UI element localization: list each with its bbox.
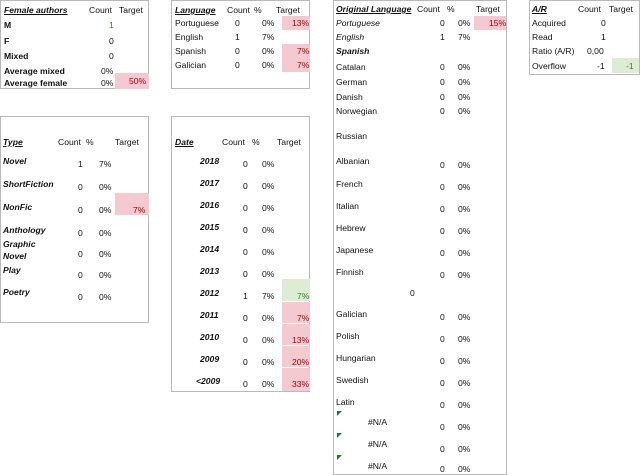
row-count: 0 — [440, 18, 445, 28]
row-target: 7% — [297, 313, 310, 323]
row-label: Hungarian — [336, 353, 376, 363]
row-target: 50% — [129, 76, 147, 86]
error-flag-icon — [337, 433, 342, 438]
row-count: 0 — [440, 204, 445, 214]
row-pct: 0% — [99, 292, 112, 302]
row-count: 0 — [243, 379, 248, 389]
row-target: 15% — [489, 18, 507, 28]
row-count: 0 — [243, 313, 248, 323]
panel-title: Date — [175, 137, 194, 147]
row-count: 0 — [601, 18, 606, 28]
row-target: 7% — [297, 291, 310, 301]
header-target: Target — [476, 4, 500, 14]
row-pct: 0% — [458, 400, 471, 410]
row-count: 0 — [440, 182, 445, 192]
row-label: English — [175, 32, 204, 42]
row-label: Graphic Novel — [3, 239, 36, 261]
header-count: Count — [89, 5, 112, 15]
row-pct: 0% — [262, 225, 275, 235]
row-label: Portuguese — [336, 18, 380, 28]
row-pct: 0% — [458, 92, 471, 102]
row-label: German — [336, 77, 368, 87]
row-pct: 0% — [458, 160, 471, 170]
row-pct: 7% — [262, 32, 275, 42]
row-count: 1 — [243, 291, 248, 301]
header-target: Target — [119, 5, 143, 15]
row-pct: 0% — [262, 379, 275, 389]
header-target: Target — [276, 5, 300, 15]
row-pct: 0% — [262, 247, 275, 257]
row-label: Play — [3, 265, 21, 275]
row-count: 0 — [440, 92, 445, 102]
row-label: Ratio (A/R) — [532, 46, 575, 56]
row-label: Galician — [336, 309, 368, 319]
row-pct: 0% — [262, 181, 275, 191]
header-count: Count — [578, 4, 601, 14]
row-pct: 0% — [458, 106, 471, 116]
row-pct: 0% — [99, 182, 112, 192]
row-target: 7% — [133, 205, 146, 215]
row-label: Novel — [3, 156, 27, 166]
row-count: 0 — [440, 464, 445, 474]
row-label: Hebrew — [336, 223, 366, 233]
row-pct: 0% — [458, 182, 471, 192]
row-count: 1 — [109, 20, 114, 30]
panel-title: A/R — [532, 4, 547, 14]
row-count: 0 — [78, 249, 83, 259]
row-pct: 0% — [458, 444, 471, 454]
row-target: 13% — [292, 335, 310, 345]
row-pct: 0% — [458, 334, 471, 344]
row-target: 7% — [297, 60, 310, 70]
row-count: -1 — [597, 61, 605, 71]
header-count: Count — [417, 4, 440, 14]
row-target: 7% — [297, 46, 310, 56]
row-label: ShortFiction — [3, 179, 54, 189]
header-pct: % — [447, 4, 455, 14]
row-count: 0 — [440, 378, 445, 388]
row-label: F — [4, 36, 10, 46]
row-label: NonFic — [3, 202, 33, 212]
row-pct: 0% — [262, 357, 275, 367]
row-target: -1 — [626, 61, 634, 71]
row-pct: 0% — [458, 62, 471, 72]
row-label: Norwegian — [336, 106, 378, 116]
row-pct: 0% — [99, 249, 112, 259]
row-count: 0,00 — [587, 46, 604, 56]
row-label: Mixed — [4, 51, 29, 61]
panel-title: Female authors — [4, 5, 68, 15]
row-pct: 0% — [101, 66, 114, 76]
row-pct: 0% — [262, 269, 275, 279]
row-label: #N/A — [368, 439, 388, 449]
panel-title: Original Language — [336, 4, 412, 14]
row-label: 2018 — [200, 156, 220, 166]
row-count: 0 — [109, 36, 114, 46]
row-target: 13% — [292, 18, 310, 28]
row-count: 0 — [243, 181, 248, 191]
header-count: Count — [222, 137, 245, 147]
row-label: #N/A — [368, 417, 388, 427]
row-pct: 7% — [262, 291, 275, 301]
row-label: Spanish — [175, 46, 207, 56]
row-label: Overflow — [532, 61, 566, 71]
panel-title: Type — [3, 137, 23, 147]
error-flag-icon — [337, 411, 342, 416]
row-label: Average female — [4, 78, 68, 88]
header-count: Count — [227, 5, 250, 15]
row-count: 1 — [78, 159, 83, 169]
row-count: 0 — [78, 270, 83, 280]
row-count: 0 — [243, 225, 248, 235]
row-label: <2009 — [196, 376, 221, 386]
row-pct: 0% — [99, 228, 112, 238]
row-label: #N/A — [368, 461, 388, 471]
error-flag-icon — [337, 455, 342, 460]
row-count: 0 — [440, 248, 445, 258]
row-count: 0 — [243, 247, 248, 257]
row-pct: 0% — [262, 203, 275, 213]
row-count: 0 — [440, 62, 445, 72]
header-target: Target — [277, 137, 301, 147]
row-count: 0 — [243, 357, 248, 367]
row-count: 0 — [440, 400, 445, 410]
row-label: French — [336, 179, 363, 189]
row-count: 0 — [440, 106, 445, 116]
row-label: Acquired — [532, 18, 566, 28]
row-target: 20% — [292, 357, 310, 367]
row-pct: 0% — [458, 422, 471, 432]
row-pct: 0% — [101, 78, 114, 88]
row-label: Read — [532, 32, 553, 42]
row-label: 2011 — [200, 310, 219, 320]
row-count: 0 — [243, 335, 248, 345]
row-pct: 0% — [262, 18, 275, 28]
header-target: Target — [609, 4, 633, 14]
row-pct: 0% — [99, 205, 112, 215]
row-count: 0 — [243, 159, 248, 169]
row-pct: 0% — [262, 60, 275, 70]
row-pct: 0% — [262, 313, 275, 323]
row-label: Spanish — [336, 46, 370, 56]
row-count: 0 — [78, 182, 83, 192]
row-pct: 0% — [458, 18, 471, 28]
row-count: 0 — [78, 292, 83, 302]
row-label: 2017 — [200, 178, 220, 188]
row-pct: 7% — [99, 159, 112, 169]
row-count: 0 — [410, 288, 415, 298]
row-label: 2014 — [200, 244, 220, 254]
panel-title: Language — [175, 5, 216, 15]
row-pct: 0% — [458, 312, 471, 322]
row-count: 0 — [235, 60, 240, 70]
row-pct: 0% — [458, 248, 471, 258]
row-count: 0 — [78, 228, 83, 238]
row-label: Latin — [336, 397, 355, 407]
row-count: 0 — [243, 269, 248, 279]
row-label: 2009 — [200, 354, 220, 364]
row-count: 1 — [235, 32, 240, 42]
row-count: 0 — [78, 205, 83, 215]
row-label: English — [336, 32, 365, 42]
row-count: 0 — [440, 422, 445, 432]
row-label: Japanese — [336, 245, 374, 255]
row-label: 2012 — [200, 288, 220, 298]
header-count: Count — [58, 137, 81, 147]
row-label: Catalan — [336, 62, 366, 72]
row-count: 0 — [243, 203, 248, 213]
row-pct: 0% — [262, 46, 275, 56]
row-count: 0 — [440, 160, 445, 170]
row-pct: 0% — [458, 226, 471, 236]
row-label: 2016 — [200, 200, 220, 210]
row-label: Polish — [336, 331, 360, 341]
header-pct: % — [252, 137, 260, 147]
row-label: 2015 — [200, 222, 220, 232]
row-count: 0 — [440, 270, 445, 280]
row-label: Galician — [175, 60, 207, 70]
row-count: 0 — [109, 51, 114, 61]
row-label: 2010 — [200, 332, 220, 342]
row-pct: 0% — [262, 159, 275, 169]
row-label: M — [4, 20, 12, 30]
header-target: Target — [115, 137, 139, 147]
row-pct: 0% — [458, 378, 471, 388]
row-pct: 0% — [458, 77, 471, 87]
row-label: 2013 — [200, 266, 220, 276]
row-pct: 0% — [99, 270, 112, 280]
row-label: Swedish — [336, 375, 369, 385]
row-label: Albanian — [336, 156, 370, 166]
row-label: Portuguese — [175, 18, 219, 28]
header-pct: % — [254, 5, 262, 15]
row-target: 33% — [292, 379, 310, 389]
row-pct: 0% — [458, 204, 471, 214]
row-count: 0 — [440, 356, 445, 366]
row-label: Danish — [336, 92, 363, 102]
row-pct: 7% — [458, 32, 471, 42]
row-label: Russian — [336, 131, 368, 141]
row-label: Anthology — [3, 225, 46, 235]
row-count: 0 — [440, 312, 445, 322]
row-pct: 0% — [262, 335, 275, 345]
row-label: Average mixed — [4, 66, 65, 76]
row-count: 0 — [440, 444, 445, 454]
row-label: Poetry — [3, 287, 30, 297]
header-pct: % — [86, 137, 94, 147]
row-label: Finnish — [336, 267, 364, 277]
row-pct: 0% — [458, 356, 471, 366]
row-count: 0 — [440, 226, 445, 236]
row-count: 0 — [440, 334, 445, 344]
row-label: Italian — [336, 201, 359, 211]
row-count: 0 — [440, 77, 445, 87]
row-pct: 0% — [458, 464, 471, 474]
row-count: 1 — [440, 32, 445, 42]
row-count: 1 — [601, 32, 606, 42]
row-count: 0 — [235, 18, 240, 28]
row-pct: 0% — [458, 270, 471, 280]
row-count: 0 — [235, 46, 240, 56]
